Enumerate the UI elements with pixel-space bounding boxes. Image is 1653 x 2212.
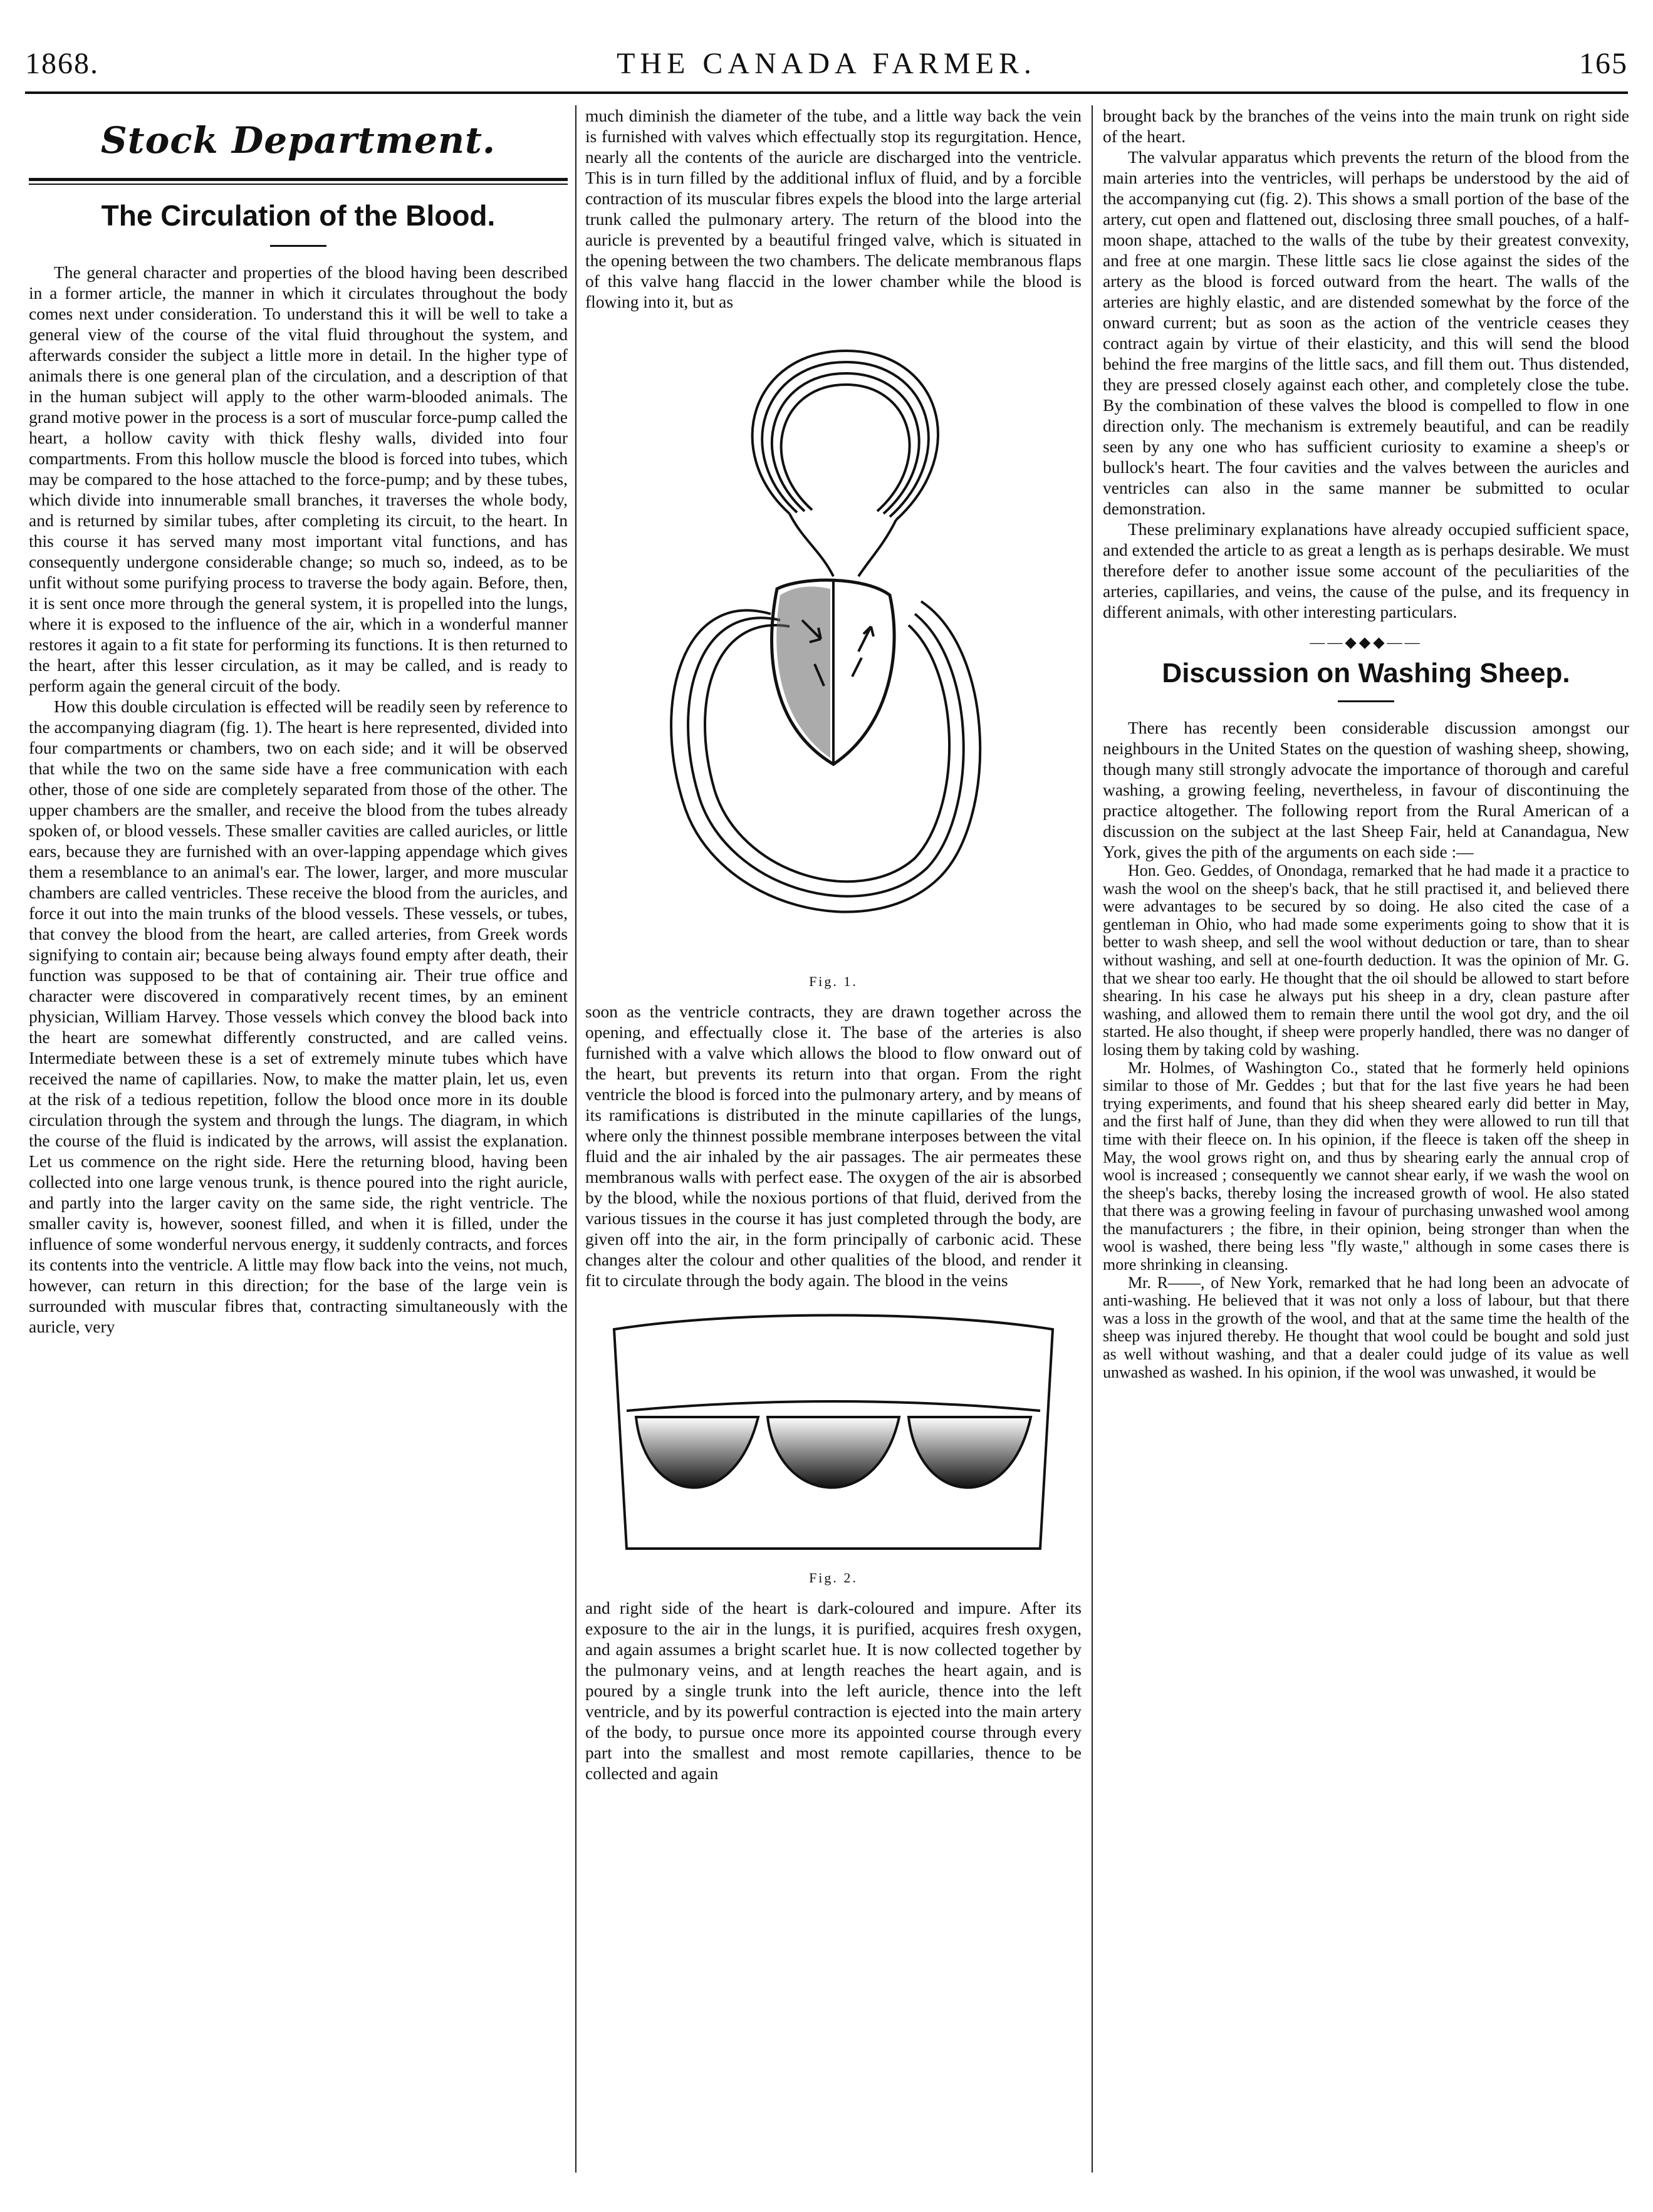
figure-2-valve-diagram: [585, 1304, 1082, 1586]
article-paragraph: Mr. Holmes, of Washington Co., stated that he formerly held opinions similar to those of Mr. Geddes ; but that for the last five years he had been trying experiments, and found that his sheep sheared early did better in May, and the first half of June, than they did when they were allowed to run till that time with their fleece on. In his opinion, if the fleece is taken off the sheep in May, the wool grows right on, and thus by shearing early the annual crop of wool is increased ; consequently we cannot shear early, if we wash the wool on the sheep's backs, thereby losing the increased growth of wool. He also stated that there was a growing feeling in favour of purchasing unwashed wool among the manufacturers ; the fibre, in their opinion, being stronger than when the wool is washed, there being less "fly waste," although in some cases there is more shrinking in cleansing.: [1103, 1058, 1629, 1274]
column-3: [1103, 105, 1629, 2185]
article-paragraph: much diminish the diameter of the tube, and a little way back the vein is furnished with valves which effectually stop its regurgitation. Hence, nearly all the contents of the auricle are discharged into the ventricle. This is in turn filled by the additional influx of fluid, and by a forcible contraction of its muscular fibres expels the blood into the large arterial trunk called the pulmonary artery. The return of the blood into the auricle is prevented by a beautiful fringed valve, which is situated in the opening between the two chambers. The delicate membranous flaps of this valve hang flaccid in the lower chamber while the blood is flowing into it, but as: [585, 106, 1082, 311]
department-heading: Stock Department.: [100, 119, 496, 162]
article-title-washing-sheep: Discussion on Washing Sheep.: [1162, 658, 1570, 688]
masthead-page-number: 165: [1579, 47, 1628, 80]
article-paragraph: These preliminary explanations have already occupied sufficient space, and extended the article to as great a length as is perhaps desirable. We must therefore defer to another issue some account of the peculiarities of the arteries, capillaries, and veins, the cause of the pulse, and its frequency in different animals, with other interesting particulars.: [1103, 519, 1629, 621]
article-title-circulation: The Circulation of the Blood.: [101, 199, 496, 232]
masthead: [25, 38, 1628, 94]
title-divider: [270, 245, 326, 247]
heading-rule-thick: [29, 178, 568, 181]
artery-valve-illustration: [608, 1304, 1059, 1561]
figure-1-caption: Fig. 1.: [809, 974, 858, 989]
article-paragraph: brought back by the branches of the veins into the main trunk on right side of the heart.: [1103, 106, 1629, 146]
masthead-title: THE CANADA FARMER.: [617, 47, 1036, 80]
section-ornament: ——◆◆◆——: [1310, 635, 1422, 651]
heading-rule-thin: [29, 184, 568, 185]
article-paragraph: The general character and properties of the blood having been described in a former article, the manner in which it circulates throughout the body comes next under consideration. To understand this it will be well to take a general view of the course of the vital fluid throughout the system, and afterwards consider the subject a little more in detail. In the higher type of animals there is one general plan of the circulation, and a description of that in the human subject will apply to the other warm-blooded animals. The grand motive power in the process is a sort of muscular force-pump called the heart, a hollow cavity with thick fleshy walls, divided into four compartments. From this hollow muscle the blood is forced into tubes, which may be compared to the hose attached to the force-pump; and by these tubes, which divide into innumerable small branches, it traverses the whole body, and is returned by similar tubes, after completing its circuit, to the heart. In this course it has served many most important vital functions, and has consequently undergone considerable change; so much so, indeed, as to be unfit without some purifying process to traverse the body again. Before, then, it is sent once more through the general system, it is propelled into the lungs, where it is exposed to the influence of the air, which in a wonderful manner restores it again to a fit state for performing its functions. It is then returned to the heart, after this lesser circulation, as it may be called, and is ready to perform again the general circuit of the body.: [29, 262, 568, 695]
article-paragraph: Mr. R——, of New York, remarked that he had long been an advocate of anti-washing. He believed that it was not only a loss of labour, but that there was a loss in the growth of the wool, and that at the same time the health of the sheep was injured thereby. He thought that wool could be bought and sold just as well without washing, and that a dealer could judge of its value as well unwashed as washed. In his opinion, if the wool was unwashed, it would be: [1103, 1273, 1629, 1381]
column-2: [585, 105, 1082, 2185]
masthead-rule: [25, 91, 1628, 94]
article-paragraph: Hon. Geo. Geddes, of Onondaga, remarked that he had made it a practice to wash the wool on the sheep's back, that he still practised it, and believed there were advantages to be secured by so doing. He also cited the case of a gentleman in Ohio, who had made some experiments going to show that it is better to wash sheep, and sell the wool without deduction or tare, than to shear without washing, and sell at one-fourth deduction. It was the opinion of Mr. G. that we shear too early. He thought that the oil should be allowed to start before shearing. In his case he always put his sheep in a dry, clean pasture after washing, and allowed them to remain there until the wool got dry, and the oil started. He also thought, if sheep were properly handled, there was no danger of losing them by taking cold by washing.: [1103, 861, 1629, 1059]
article-paragraph: and right side of the heart is dark-coloured and impure. After its exposure to the air in the lungs, it is purified, acquires fresh oxygen, and again assumes a bright scarlet hue. It is now collected together by the pulmonary veins, and at length reaches the heart again, and is poured by a single trunk into the left auricle, thence into the left ventricle, and by its powerful contraction is ejected into the main artery of the body, to pursue once more its appointed course through every part into the smallest and most remote capillaries, thence to be collected and again: [585, 1598, 1082, 1783]
article-paragraph: soon as the ventricle contracts, they are drawn together across the opening, and effectually close it. The base of the arteries is also furnished with a valve which allows the blood to flow onward out of the heart, but prevents its return into that organ. From the right ventricle the blood is forced into the pulmonary artery, and by means of its ramifications is distributed in the minute capillaries of the lungs, where only the thinnest possible membrane interposes between the vital fluid and the air inhaled by the air passages. The air permeates these membranous walls with perfect ease. The oxygen of the air is absorbed by the blood, while the noxious portions of that fluid, derived from the various tissues in the course it has just completed through the body, are given off into the air, in the form principally of carbonic acid. These changes alter the colour and other qualities of the blood, and render it fit to circulate through the body again. The blood in the veins: [585, 1002, 1082, 1290]
column-divider-2: [1092, 105, 1093, 2173]
figure-2-caption: Fig. 2.: [809, 1570, 858, 1586]
article-paragraph: There has recently been considerable discussion amongst our neighbours in the United States on the question of washing sheep, showing, though many still strongly advocate the importance of thorough and careful washing, a growing feeling, nevertheless, in favour of discontinuing the practice altogether. The following report from the Rural American of a discussion on the subject at the last Sheep Fair, held at Canandagua, New York, gives the pith of the arguments on each side :—: [1103, 718, 1629, 861]
title-divider: [1338, 700, 1394, 702]
figure-1-heart-diagram: [585, 326, 1082, 990]
article-paragraph: How this double circulation is effected will be readily seen by reference to the accompanying diagram (fig. 1). The heart is here represented, divided into four compartments or chambers, two on each side; and it will be observed that while the two on the same side have a free communication with each other, those of one side are completely separated from those of the other. The upper chambers are the smaller, and receive the blood from the tubes already spoken of, or blood vessels. These smaller cavities are called auricles, or little ears, because they are furnished with an over-lapping appendage which gives them a resemblance to an animal's ear. The lower, larger, and more muscular chambers are called ventricles. These receive the blood from the auricles, and force it out into the main trunks of the blood vessels. These vessels, or tubes, that convey the blood from the heart, are called arteries, from Greek words signifying to contain air; because being always found empty after death, their function was supposed to be that of containing air. Their true office and character were discovered in comparatively recent times, by an eminent physician, William Harvey. Those vessels which convey the blood back into the heart are somewhat differently constructed, and are called veins. Intermediate between these is a set of extremely minute tubes which have received the name of capillaries. Now, to make the matter plain, let us, even at the risk of a tedious repetition, follow the blood once more in its double circulation through the system and through the lungs. The diagram, in which the course of the fluid is indicated by the arrows, will assist the explanation. Let us commence on the right side. Here the returning blood, having been collected into one large venous trunk, is thence poured into the right auricle, and partly into the larger cavity on the same side, the right ventricle. The smaller cavity is, however, soonest filled, and when it is filled, under the influence of some wonderful nervous energy, it suddenly contracts, and forces its contents into the ventricle. A little may flow back into the veins, not much, however, can return in this direction; for the base of the large vein is surrounded with muscular fibres that, contracting simultaneously with the auricle, very: [29, 697, 568, 1336]
heart-circulation-illustration: [645, 326, 1021, 965]
column-1: [29, 105, 568, 2185]
column-divider-1: [575, 105, 576, 2173]
article-paragraph: The valvular apparatus which prevents the return of the blood from the main arteries into the ventricles, will perhaps be understood by the aid of the accompanying cut (fig. 2). This shows a small portion of the base of the artery, cut open and flattened out, disclosing three small pouches, of a half-moon shape, attached to the walls of the tube by their greatest convexity, and free at one margin. These little sacs lie close against the sides of the artery as the blood is forced outward from the heart. The walls of the arteries are highly elastic, and are distended somewhat by the force of the onward current; but as soon as the action of the ventricle ceases they contract again by virtue of their elasticity, and this will send the blood behind the free margins of the little sacs, and fill them out. Thus distended, they are pressed closely against each other, and completely close the tube. By the combination of these valves the blood is compelled to flow in one direction only. The mechanism is extremely beautiful, and can be readily seen by any one who has sufficient curiosity to examine a sheep's or bullock's heart. The four cavities and the valves between the auricles and ventricles can also in the same manner be submitted to ocular demonstration.: [1103, 147, 1629, 518]
masthead-year: 1868.: [25, 47, 99, 80]
